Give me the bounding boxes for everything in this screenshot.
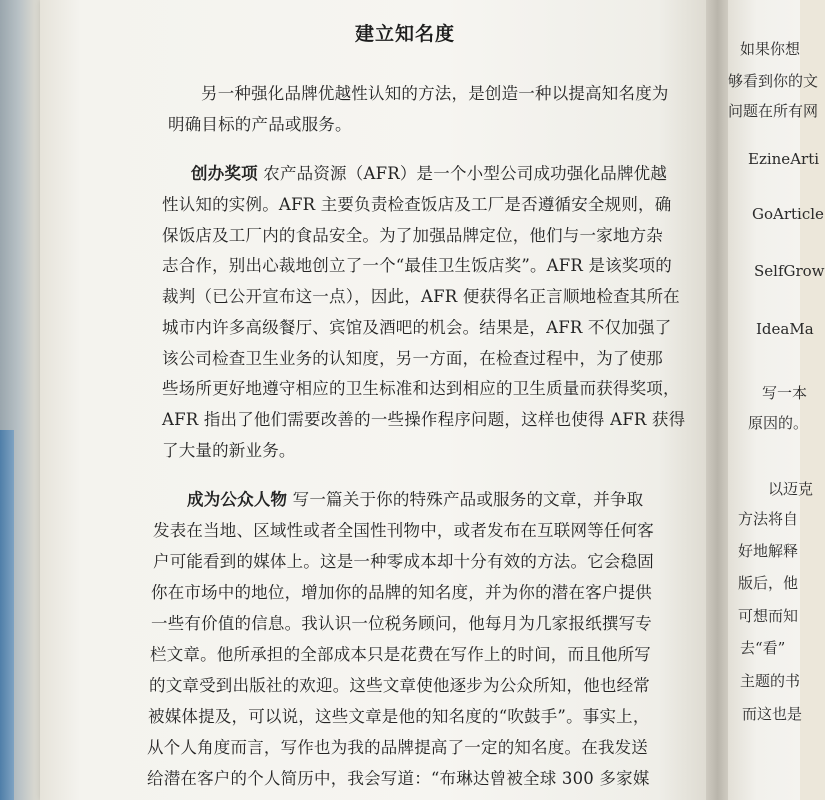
right-text-line: 去“看” xyxy=(740,639,786,657)
text-line: 志合作，别出心裁地创立了一个“最佳卫生饭店奖”。AFR 是该奖项的 xyxy=(162,256,673,275)
right-text-line: 而这也是 xyxy=(742,705,803,723)
text-line: 该公司检查卫生业务的认知度，另一方面，在检查过程中，为了使那 xyxy=(162,349,663,368)
right-text-line: 好地解释 xyxy=(738,542,799,560)
text-line: 性认知的实例。AFR 主要负责检查饭店及工厂是否遵循安全规则，确 xyxy=(162,195,672,214)
text-line: 一些有价值的信息。我认识一位税务顾问，他每月为几家报纸撰写专 xyxy=(151,614,652,633)
text-line: 栏文章。他所承担的全部成本只是花费在写作上的时间，而且他所写 xyxy=(150,645,651,664)
right-text-line: 以迈克 xyxy=(768,480,814,498)
text-line xyxy=(191,160,667,184)
right-text-line: IdeaMa xyxy=(756,320,814,338)
page-title: 建立知名度 xyxy=(355,23,456,45)
right-text-line: 版后，他 xyxy=(738,574,799,592)
text-line: 从个人角度而言，写作也为我的品牌提高了一定的知名度。在我发送 xyxy=(147,738,648,757)
right-text-line: 够看到你的文 xyxy=(728,72,819,90)
right-text-line: SelfGrow xyxy=(754,262,825,280)
text-line: 明确目标的产品或服务。 xyxy=(168,115,352,134)
right-text-line: EzineArti xyxy=(748,150,820,168)
right-text-line: 写一本 xyxy=(762,384,808,402)
text-line: 保饭店及工厂内的食品安全。为了加强品牌定位，他们与一家地方杂 xyxy=(162,226,663,245)
right-text-line: GoArticle xyxy=(752,205,824,223)
section-heading: 成为公众人物 xyxy=(187,490,288,509)
text-line: 户可能看到的媒体上。这是一种零成本却十分有效的方法。它会稳固 xyxy=(153,552,654,571)
right-text-line: 主题的书 xyxy=(740,672,801,690)
right-text-line: 如果你想 xyxy=(740,40,801,58)
right-text-line: 方法将自 xyxy=(738,510,799,528)
text-line: 裁判（已公开宣布这一点），因此，AFR 便获得名正言顺地检查其所在 xyxy=(162,287,680,306)
section-heading: 创办奖项 xyxy=(191,164,258,183)
text-line: 你在市场中的地位，增加你的品牌的知名度，并为你的潜在客户提供 xyxy=(151,583,652,602)
text-line: 了大量的新业务。 xyxy=(162,441,296,460)
text-rest: 写一篇关于你的特殊产品或服务的文章，并争取 xyxy=(287,490,644,509)
book-cover-edge xyxy=(0,430,14,800)
text-line: 发表在当地、区域性或者全国性刊物中，或者发布在互联网等任何客 xyxy=(153,521,654,540)
right-text-line: 问题在所有网 xyxy=(728,102,819,120)
text-line: 另一种强化品牌优越性认知的方法，是创造一种以提高知名度为 xyxy=(201,84,669,103)
text-line: AFR 指出了他们需要改善的一些操作程序问题，这样也使得 AFR 获得 xyxy=(162,410,686,429)
text-rest: 农产品资源（AFR）是一个小型公司成功强化品牌优越 xyxy=(257,164,668,183)
text-line: 被媒体提及，可以说，这些文章是他的知名度的“吹鼓手”。事实上， xyxy=(148,707,650,726)
text-line: 城市内许多高级餐厅、宾馆及酒吧的机会。结果是，AFR 不仅加强了 xyxy=(162,318,672,337)
right-text-line: 可想而知 xyxy=(738,607,799,625)
text-line: 给潜在客户的个人简历中，我会写道：“布琳达曾被全球 300 多家媒 xyxy=(147,769,650,788)
text-line: 些场所更好地遵守相应的卫生标准和达到相应的卫生质量而获得奖项， xyxy=(162,379,680,398)
text-line: 的文章受到出版社的欢迎。这些文章使他逐步为公众所知，他也经常 xyxy=(149,676,650,695)
text-line xyxy=(187,486,643,510)
right-page xyxy=(728,0,825,800)
right-text-line: 原因的。 xyxy=(748,414,809,432)
